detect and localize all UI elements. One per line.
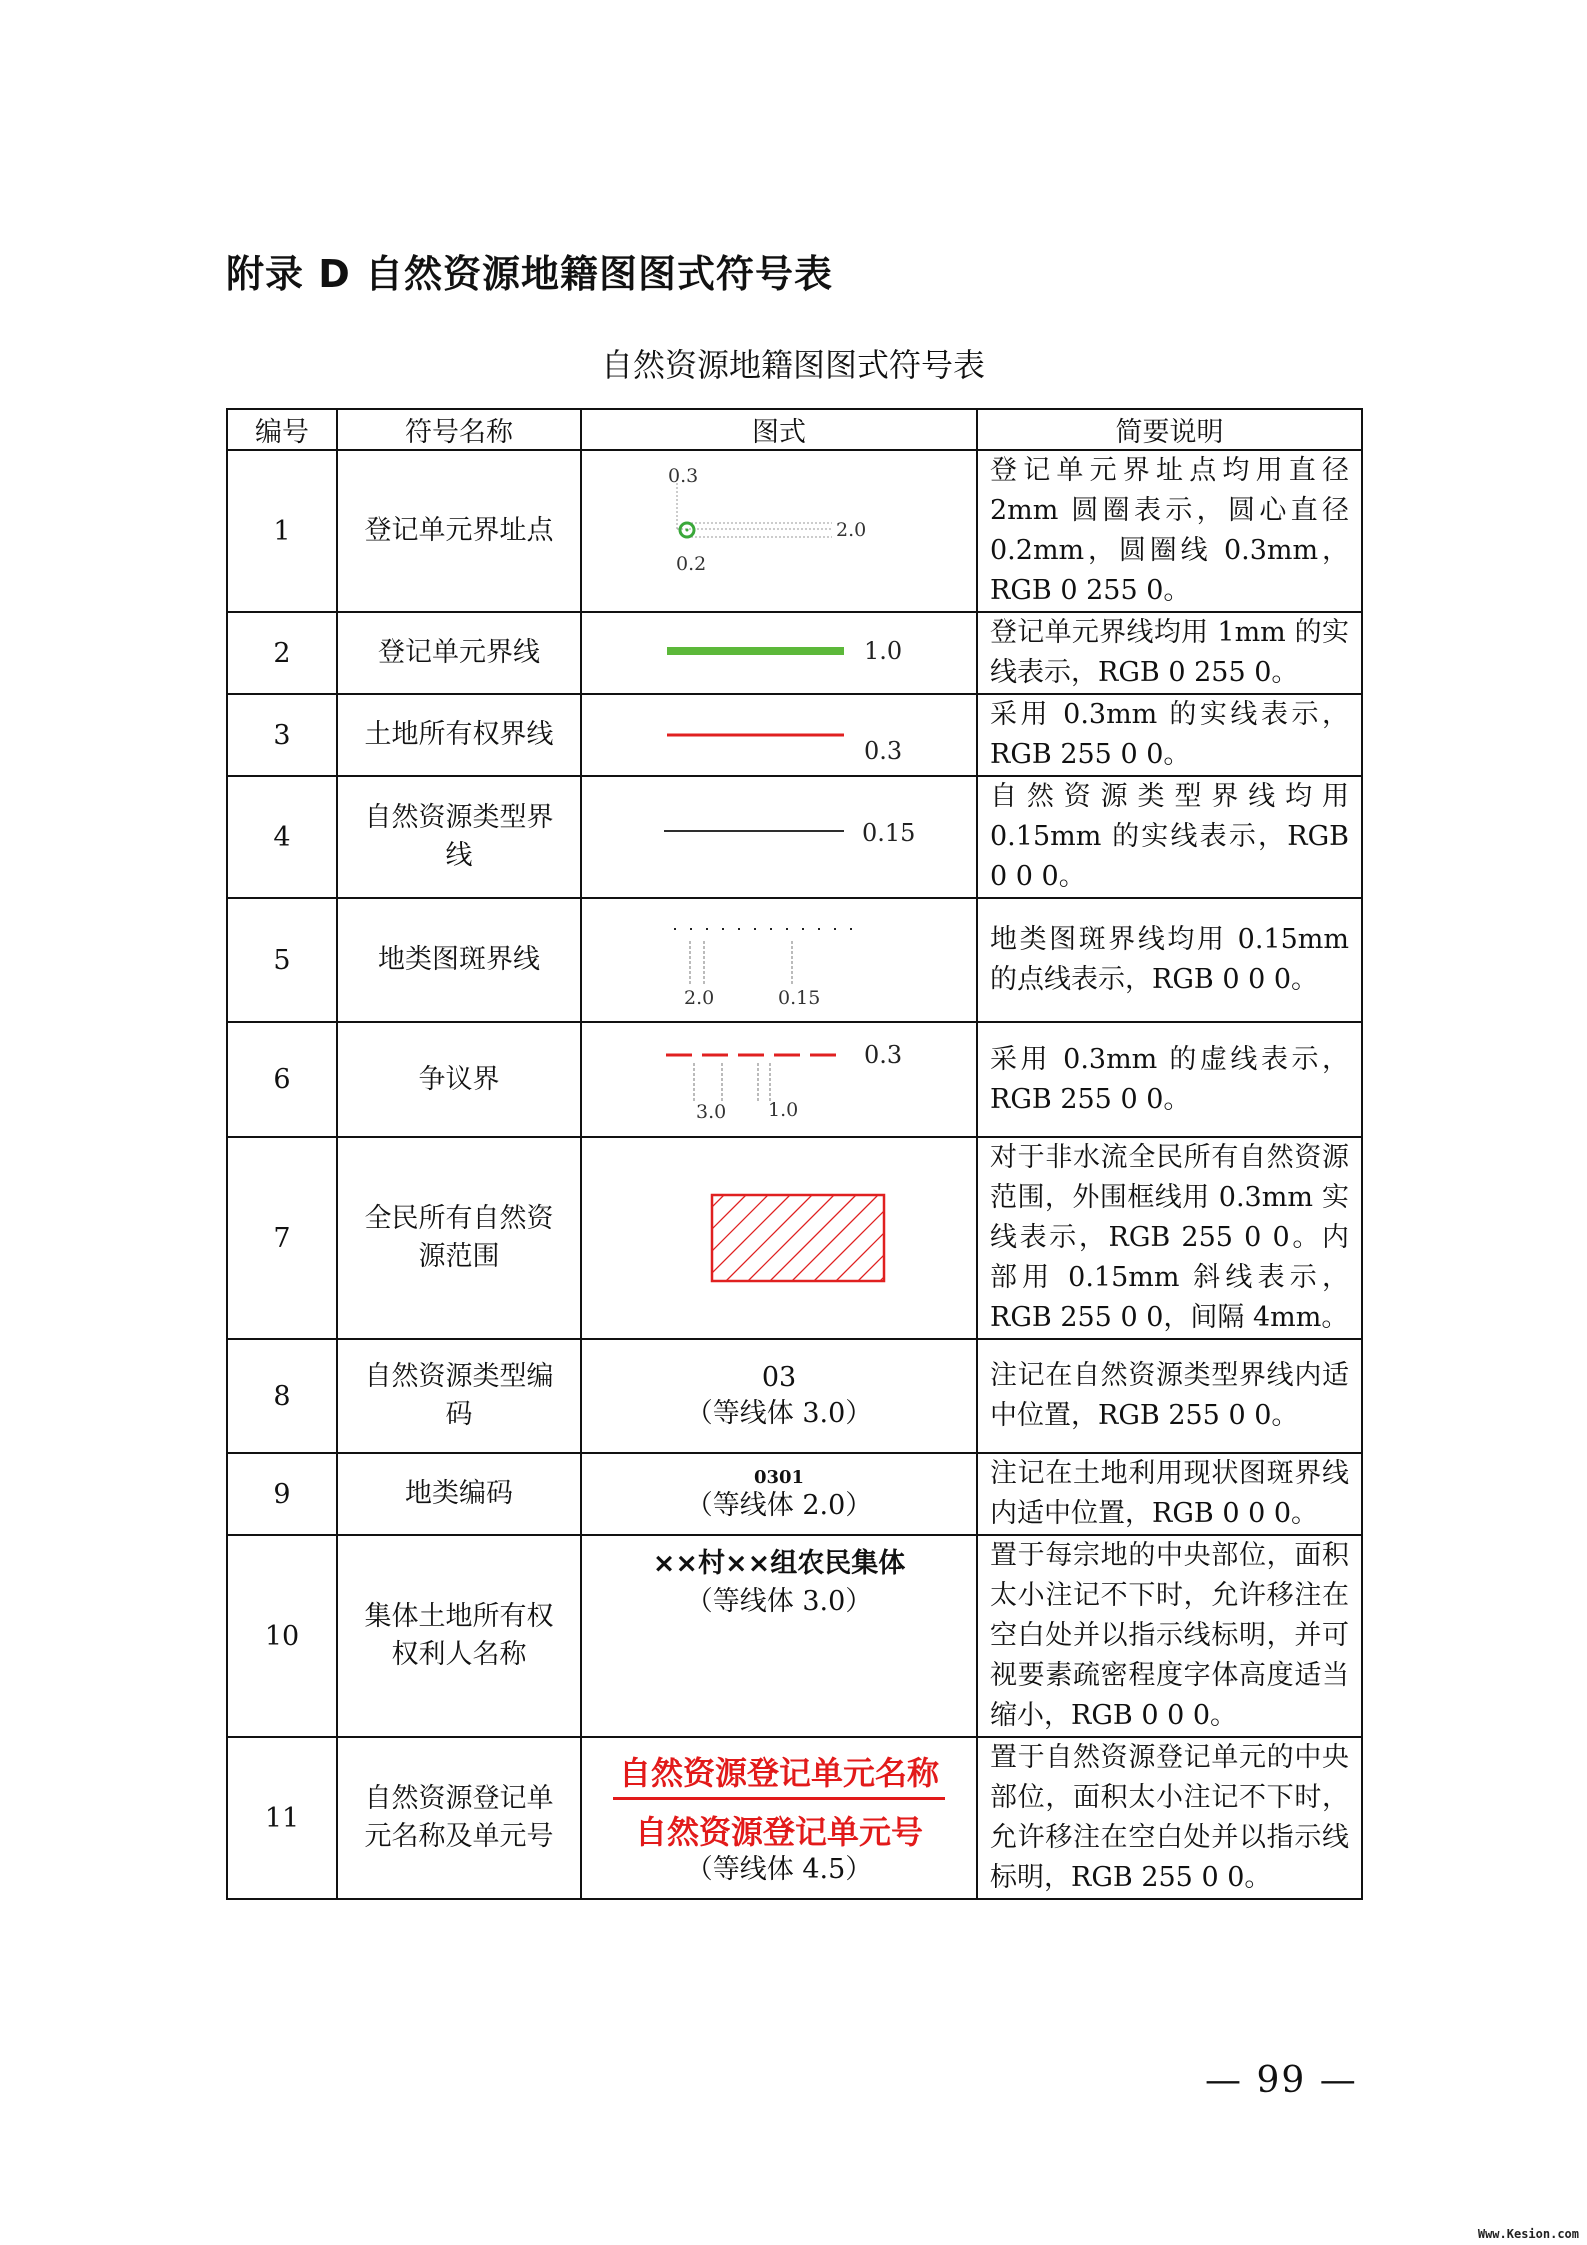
row-symbol-name: 自然资源类型编码 <box>337 1339 581 1453</box>
row-figure <box>581 1022 977 1137</box>
row-description: 登记单元界址点均用直径 2mm 圆圈表示，圆心直径 0.2mm，圆圈线 0.3mm，RGB 0 255 0。 <box>977 450 1362 612</box>
row-description: 置于每宗地的中央部位，面积太小注记不下时，允许移注在空白处并以指示线标明，并可视要素疏密程度字体高度适当缩小，RGB 0 0 0。 <box>977 1535 1362 1737</box>
table-caption: 自然资源地籍图图式符号表 <box>600 346 985 384</box>
row-symbol-name: 土地所有权界线 <box>337 694 581 776</box>
font-spec: （等线体 4.5） <box>685 1853 873 1885</box>
font-spec: （等线体 3.0） <box>685 1586 873 1617</box>
row-number: 2 <box>227 612 337 694</box>
land-ownership-boundary-symbol <box>582 695 978 775</box>
row-figure <box>581 1339 977 1453</box>
row-number: 9 <box>227 1453 337 1535</box>
row-description: 置于自然资源登记单元的中央部位，面积太小注记不下时，允许移注在空白处并以指示线标明，RGB 255 0 0。 <box>977 1737 1362 1899</box>
row-number: 1 <box>227 450 337 612</box>
registration-unit-number-label: 自然资源登记单元号 <box>634 1812 923 1851</box>
resource-type-code: 03 <box>761 1362 797 1393</box>
symbol-table <box>226 408 1363 1900</box>
state-owned-resource-area-symbol <box>582 1139 978 1338</box>
row-description: 注记在自然资源类型界线内适中位置，RGB 255 0 0。 <box>977 1339 1362 1453</box>
row-figure <box>581 1737 977 1899</box>
appendix-heading: 附录 D 自然资源地籍图图式符号表 <box>226 252 834 296</box>
row-description: 采用 0.3mm 的虚线表示，RGB 255 0 0。 <box>977 1022 1362 1137</box>
font-spec: （等线体 3.0） <box>685 1398 873 1429</box>
dim-label-bottom: 0.2 <box>676 553 707 575</box>
header-figure: 图式 <box>581 409 977 450</box>
resource-type-boundary-symbol <box>582 777 978 897</box>
row-description: 注记在土地利用现状图斑界线内适中位置，RGB 0 0 0。 <box>977 1453 1362 1535</box>
row-figure <box>581 1453 977 1535</box>
line-width-label: 0.3 <box>864 737 903 765</box>
table-row <box>227 898 1362 1022</box>
row-symbol-name: 地类编码 <box>337 1453 581 1535</box>
registration-boundary-line-symbol <box>582 613 978 693</box>
row-number: 5 <box>227 898 337 1022</box>
dim-label-left: 2.0 <box>684 987 715 1009</box>
header-description: 简要说明 <box>977 409 1362 450</box>
row-symbol-name: 集体土地所有权权利人名称 <box>337 1535 581 1737</box>
row-description: 自然资源类型界线均用 0.15mm 的实线表示，RGB 0 0 0。 <box>977 776 1362 898</box>
row-figure <box>581 694 977 776</box>
row-symbol-name: 地类图斑界线 <box>337 898 581 1022</box>
row-number: 6 <box>227 1022 337 1137</box>
row-figure <box>581 450 977 612</box>
row-description: 地类图斑界线均用 0.15mm 的点线表示，RGB 0 0 0。 <box>977 898 1362 1022</box>
registration-unit-name-label: 自然资源登记单元名称 <box>613 1753 945 1800</box>
dim-label-left: 3.0 <box>696 1101 727 1123</box>
row-number: 8 <box>227 1339 337 1453</box>
land-class-code: 0301 <box>753 1467 805 1488</box>
table-header-row <box>227 409 1362 450</box>
row-symbol-name: 登记单元界线 <box>337 612 581 694</box>
row-figure <box>581 612 977 694</box>
dim-label-right: 0.15 <box>778 987 821 1009</box>
row-description: 登记单元界线均用 1mm 的实线表示，RGB 0 255 0。 <box>977 612 1362 694</box>
row-figure <box>581 1137 977 1339</box>
line-width-label: 0.15 <box>862 819 916 847</box>
header-number: 编号 <box>227 409 337 450</box>
row-number: 3 <box>227 694 337 776</box>
table-row <box>227 1737 1362 1899</box>
row-figure <box>581 1535 977 1737</box>
table-row <box>227 694 1362 776</box>
table-row <box>227 1535 1362 1737</box>
row-symbol-name: 自然资源登记单元名称及单元号 <box>337 1737 581 1899</box>
row-description: 采用 0.3mm 的实线表示，RGB 255 0 0。 <box>977 694 1362 776</box>
dim-label-top: 0.3 <box>668 465 699 487</box>
row-number: 7 <box>227 1137 337 1339</box>
row-number: 10 <box>227 1535 337 1737</box>
table-row <box>227 776 1362 898</box>
row-number: 4 <box>227 776 337 898</box>
row-description: 对于非水流全民所有自然资源范围，外围框线用 0.3mm 实线表示，RGB 255 0 0。内部用 0.15mm 斜线表示，RGB 255 0 0，间隔 4mm。 <box>977 1137 1362 1339</box>
dim-label-right: 1.0 <box>768 1099 799 1121</box>
table-row <box>227 450 1362 612</box>
row-symbol-name: 全民所有自然资源范围 <box>337 1137 581 1339</box>
row-number: 11 <box>227 1737 337 1899</box>
watermark: Www.Kesion.com <box>1477 2227 1579 2241</box>
line-width-label: 0.3 <box>864 1041 903 1069</box>
table-row <box>227 1022 1362 1137</box>
table-row <box>227 1453 1362 1535</box>
line-width-label: 1.0 <box>864 637 903 665</box>
page-number: — 99 — <box>1205 2060 1358 2101</box>
row-symbol-name: 自然资源类型界线 <box>337 776 581 898</box>
row-symbol-name: 争议界 <box>337 1022 581 1137</box>
dim-label-right: 2.0 <box>836 519 867 541</box>
row-symbol-name: 登记单元界址点 <box>337 450 581 612</box>
table-row <box>227 1339 1362 1453</box>
row-figure <box>581 898 977 1022</box>
row-figure <box>581 776 977 898</box>
table-row <box>227 612 1362 694</box>
font-spec: （等线体 2.0） <box>685 1490 873 1521</box>
header-symbol-name: 符号名称 <box>337 409 581 450</box>
collective-owner-label: ××村××组农民集体 <box>652 1548 906 1579</box>
table-row <box>227 1137 1362 1339</box>
boundary-point-symbol <box>582 451 978 611</box>
